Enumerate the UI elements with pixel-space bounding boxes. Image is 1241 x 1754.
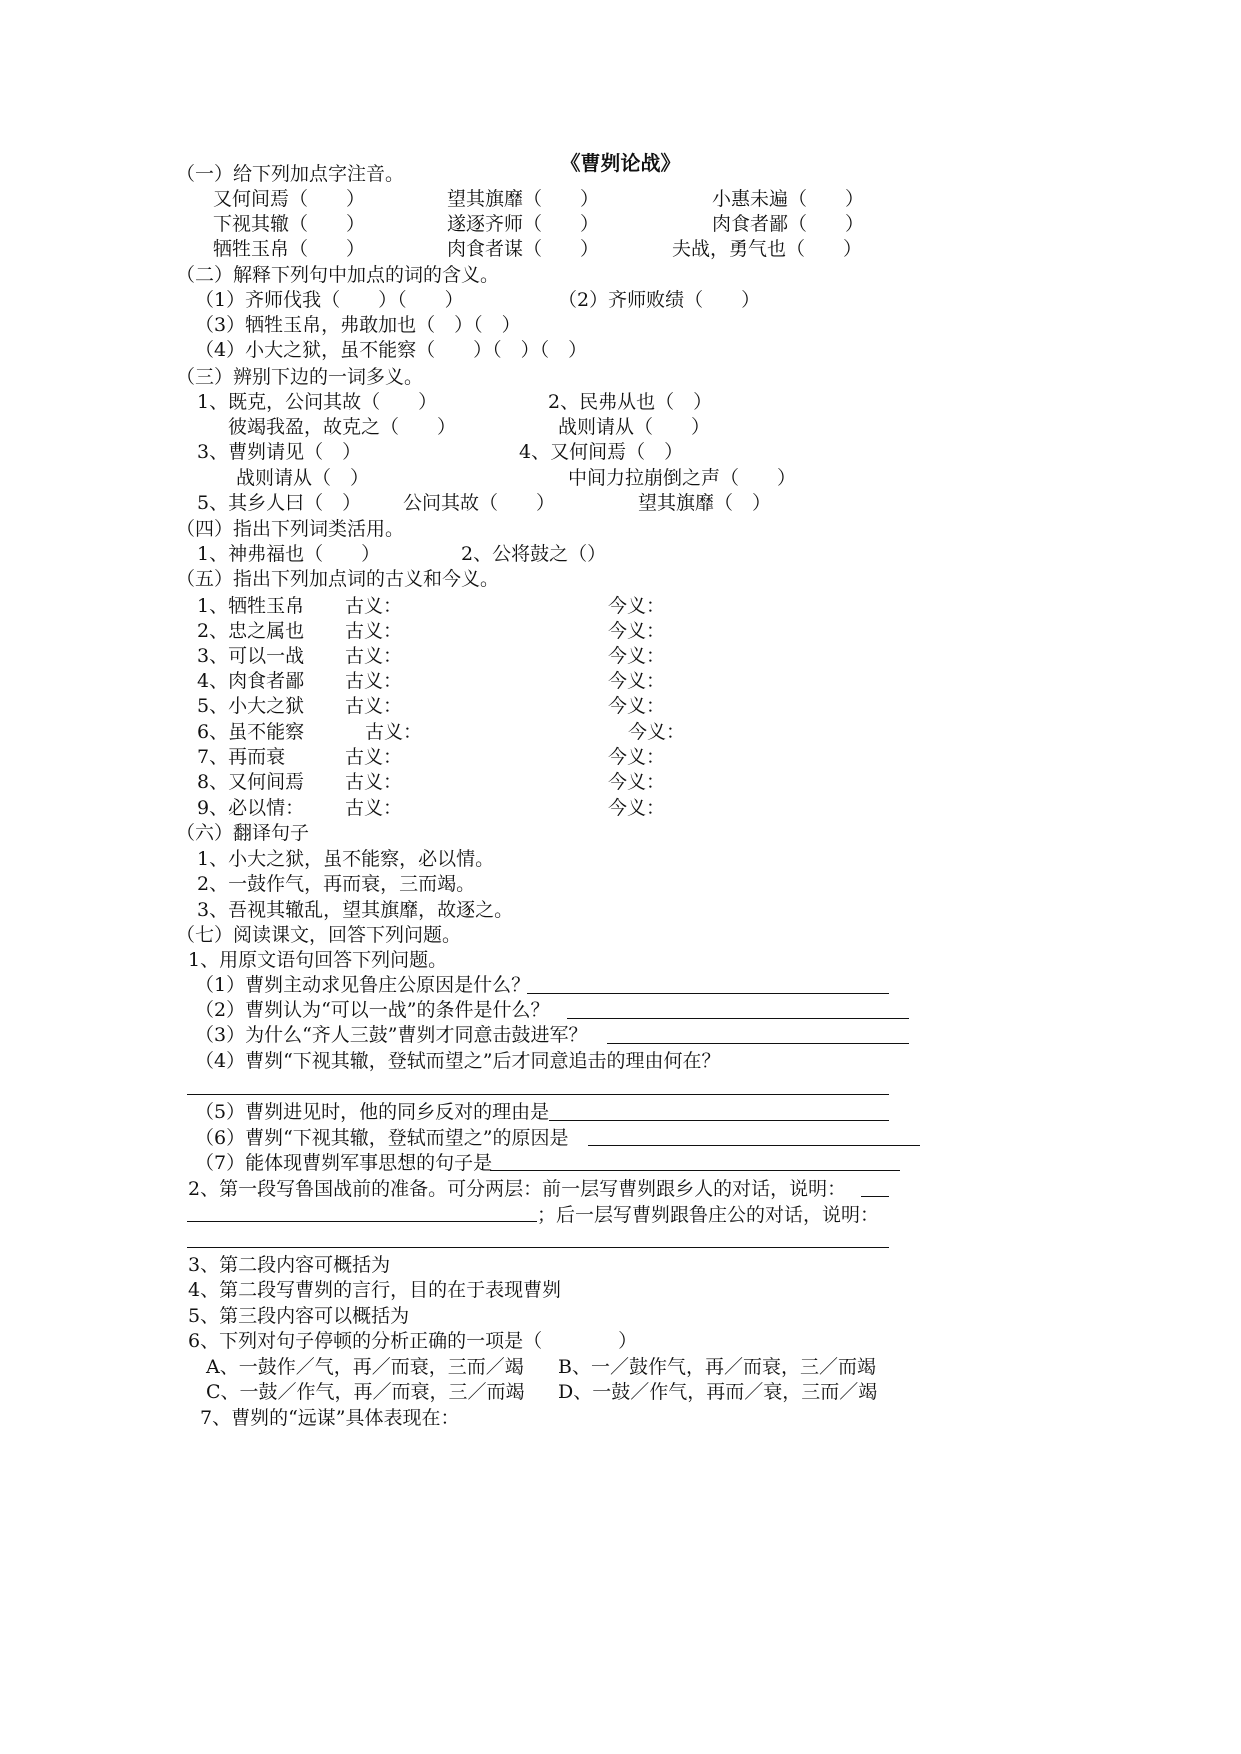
s5-jin-label: 今义：: [608, 595, 666, 617]
s3-item: 1、既克，公问其故（ ）: [197, 391, 438, 413]
answer-line: [187, 1221, 537, 1222]
s5-gu-label: 古义：: [345, 797, 403, 819]
s1-item: 肉食者谋（ ）: [447, 238, 600, 260]
s7-sub-question: （5）曹刿进见时，他的同乡反对的理由是: [195, 1101, 550, 1123]
page-title: 《曹刿论战》: [560, 151, 681, 175]
answer-line: [607, 1043, 909, 1044]
s2-item: （3）牺牲玉帛，弗敢加也（ ）（ ）: [195, 314, 521, 336]
s3-item: 望其旗靡（ ）: [638, 492, 772, 514]
answer-line: [527, 993, 889, 994]
s1-item: 又何间焉（ ）: [213, 188, 366, 210]
s1-item: 遂逐齐师（ ）: [447, 213, 600, 235]
s5-gu-label: 古义：: [345, 645, 403, 667]
s5-jin-label: 今义：: [608, 797, 666, 819]
s5-jin-label: 今义：: [608, 695, 666, 717]
s4-item: 1、神弗福也（ ）: [197, 543, 381, 565]
s3-item: 战则请从（ ）: [558, 416, 711, 438]
s2-item: （4）小大之狱，虽不能察（ ）（ ）（ ）: [195, 339, 588, 361]
s5-jin-label: 今义：: [608, 645, 666, 667]
section-2-heading: （二）解释下列句中加点的词的含义。: [176, 264, 500, 286]
s7-q6: 6、下列对句子停顿的分析正确的一项是（ ）: [188, 1330, 638, 1352]
choice-option: B、一／鼓作气，再／而衰，三／而竭: [558, 1356, 876, 1378]
s7-sub-question: （7）能体现曹刿军事思想的句子是: [195, 1152, 493, 1174]
s3-item: 公问其故（ ）: [403, 492, 556, 514]
s2-item: （2）齐师败绩（ ）: [558, 289, 761, 311]
s3-item: 2、民弗从也（ ）: [548, 391, 713, 413]
section-4-heading: （四）指出下列词类活用。: [176, 518, 405, 540]
s7-q4: 4、第二段写曹刿的言行，目的在于表现曹刿: [188, 1279, 562, 1301]
s5-jin-label: 今义：: [608, 620, 666, 642]
s5-gu-label: 古义：: [345, 595, 403, 617]
s5-word: 8、又何间焉: [197, 771, 305, 793]
s5-gu-label: 古义：: [365, 721, 423, 743]
s3-item: 中间力拉崩倒之声（ ）: [568, 467, 797, 489]
s7-sub-question: （2）曹刿认为“可以一战”的条件是什么？: [195, 999, 550, 1021]
choice-option: A、一鼓作／气，再／而衰，三而／竭: [206, 1356, 524, 1378]
section-3-heading: （三）辨别下边的一词多义。: [176, 366, 424, 388]
section-6-heading: （六）翻译句子: [176, 822, 310, 844]
s1-item: 小惠未遍（ ）: [712, 188, 865, 210]
s7-sub-question: （6）曹刿“下视其辙，登轼而望之”的原因是: [195, 1127, 569, 1149]
s3-item: 彼竭我盈，故克之（ ）: [228, 416, 457, 438]
section-7-heading: （七）阅读课文，回答下列问题。: [176, 924, 462, 946]
answer-line: [567, 1018, 909, 1019]
s5-jin-label: 今义：: [608, 746, 666, 768]
s4-item: 2、公将鼓之（）: [461, 543, 607, 565]
s5-word: 6、虽不能察: [197, 721, 305, 743]
s5-word: 9、必以情：: [197, 797, 305, 819]
s5-word: 1、牺牲玉帛: [197, 595, 305, 617]
s7-sub-question: （1）曹刿主动求见鲁庄公原因是什么？: [195, 974, 531, 996]
choice-option: D、一鼓／作气，再而／衰，三而／竭: [558, 1381, 878, 1403]
s1-item: 夫战，勇气也（ ）: [672, 238, 863, 260]
s1-item: 望其旗靡（ ）: [447, 188, 600, 210]
s5-gu-label: 古义：: [345, 771, 403, 793]
answer-line: [861, 1196, 889, 1197]
s5-word: 5、小大之狱: [197, 695, 305, 717]
s1-item: 肉食者鄙（ ）: [712, 213, 865, 235]
s7-sub-question: （3）为什么“齐人三鼓”曹刿才同意击鼓进军？: [195, 1024, 588, 1046]
s5-jin-label: 今义：: [628, 721, 686, 743]
s3-item: 3、曹刿请见（ ）: [197, 441, 362, 463]
s1-item: 下视其辙（ ）: [213, 213, 366, 235]
choice-option: C、一鼓／作气，再／而衰，三／而竭: [206, 1381, 525, 1403]
s5-gu-label: 古义：: [345, 695, 403, 717]
s3-item: 战则请从（ ）: [236, 467, 370, 489]
s6-item: 3、吾视其辙乱，望其旗靡，故逐之。: [197, 899, 514, 921]
s7-q2-cont: ；后一层写曹刿跟鲁庄公的对话，说明：: [537, 1204, 880, 1226]
answer-line: [187, 1094, 889, 1095]
s5-word: 7、再而衰: [197, 746, 286, 768]
s7-q2: 2、第一段写鲁国战前的准备。可分两层：前一层写曹刿跟乡人的对话，说明：: [188, 1178, 847, 1200]
answer-line: [490, 1170, 900, 1171]
s5-gu-label: 古义：: [345, 620, 403, 642]
s5-jin-label: 今义：: [608, 670, 666, 692]
s1-item: 牺牲玉帛（ ）: [213, 238, 366, 260]
s7-q3: 3、第二段内容可概括为: [188, 1254, 391, 1276]
s7-sub-question: （4）曹刿“下视其辙，登轼而望之”后才同意追击的理由何在？: [195, 1050, 721, 1072]
s5-word: 4、肉食者鄙: [197, 670, 305, 692]
section-5-heading: （五）指出下列加点词的古义和今义。: [176, 568, 500, 590]
s2-item: （1）齐师伐我（ ）（ ）: [195, 289, 464, 311]
section-1-heading: （一）给下列加点字注音。: [176, 163, 405, 185]
s6-item: 1、小大之狱，虽不能察，必以情。: [197, 848, 495, 870]
s3-item: 4、又何间焉（ ）: [519, 441, 684, 463]
s3-item: 5、其乡人曰（ ）: [197, 492, 362, 514]
s7-q7: 7、曹刿的“远谋”具体表现在：: [200, 1407, 460, 1429]
answer-line: [187, 1247, 889, 1248]
s5-word: 2、忠之属也: [197, 620, 305, 642]
answer-line: [588, 1145, 920, 1146]
s5-gu-label: 古义：: [345, 670, 403, 692]
s6-item: 2、一鼓作气，再而衰，三而竭。: [197, 873, 476, 895]
s5-word: 3、可以一战: [197, 645, 305, 667]
answer-line: [549, 1120, 889, 1121]
s7-q5: 5、第三段内容可以概括为: [188, 1305, 410, 1327]
s5-jin-label: 今义：: [608, 771, 666, 793]
s5-gu-label: 古义：: [345, 746, 403, 768]
s7-q1: 1、用原文语句回答下列问题。: [188, 949, 448, 971]
